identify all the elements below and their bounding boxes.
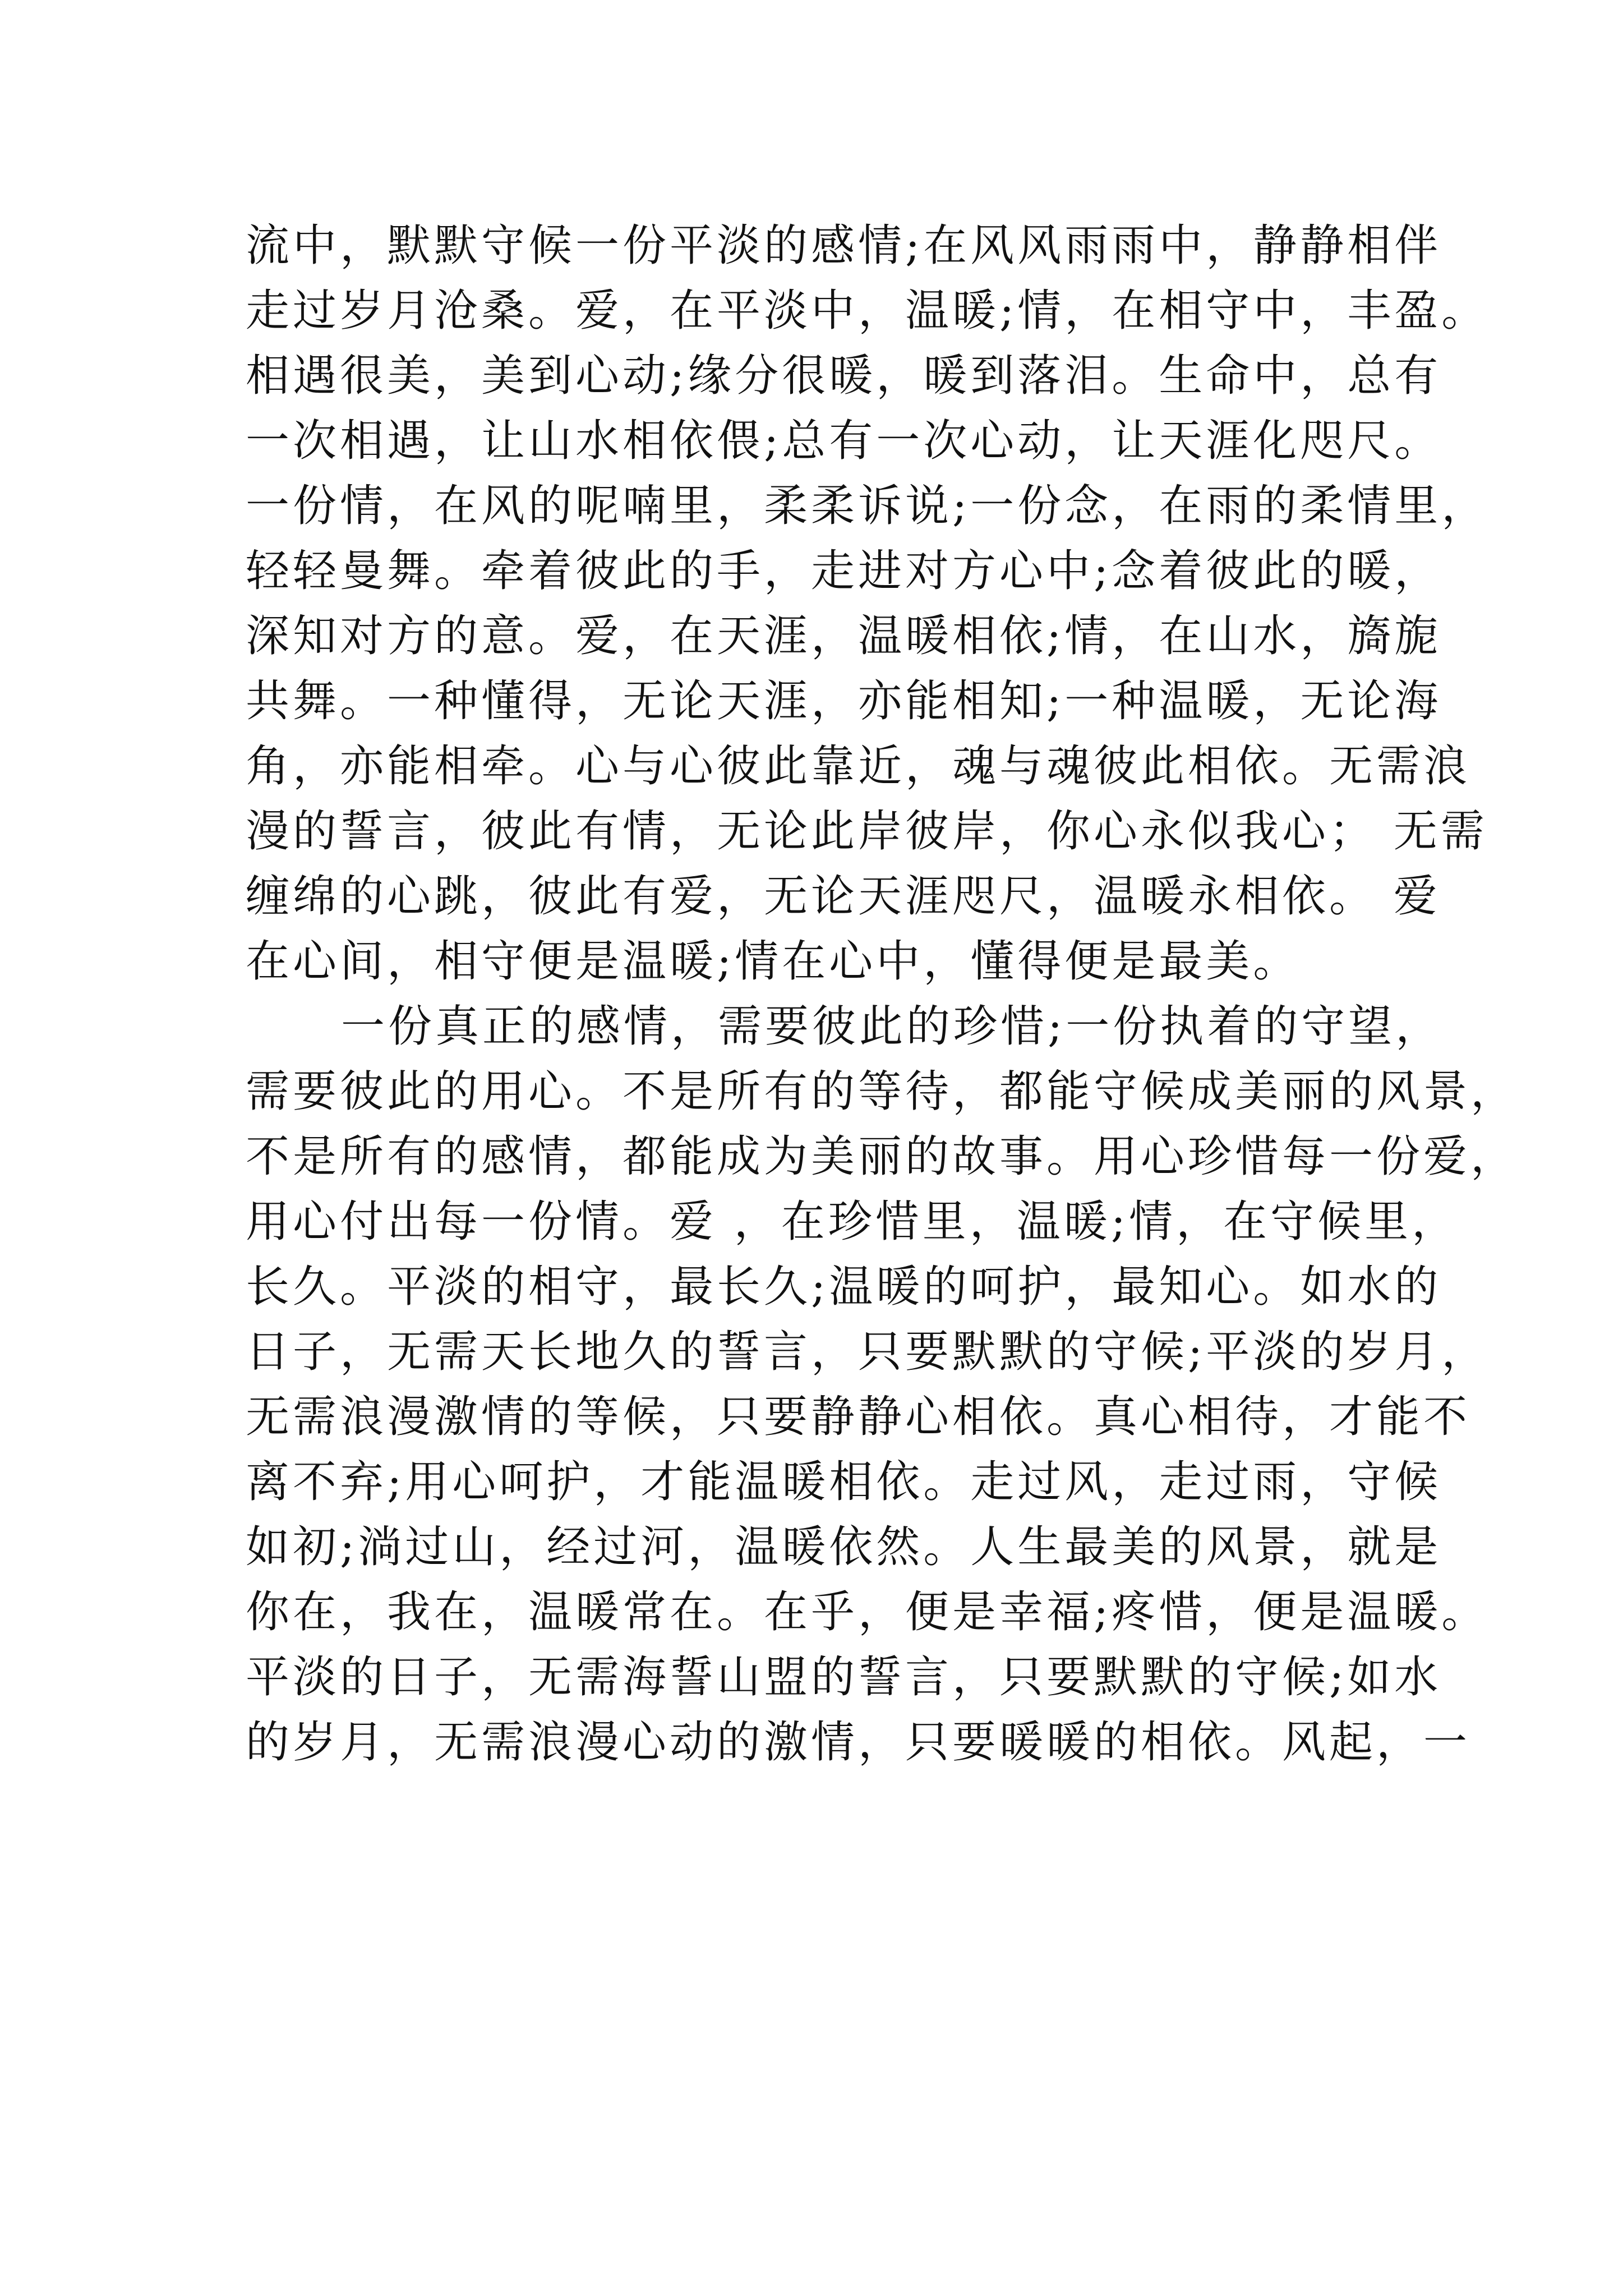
text-line: 离不弃;用心呵护，才能温暖相依。走过风，走过雨，守候: [246, 1457, 1442, 1507]
text-line: 一次相遇，让山水相依偎;总有一次心动，让天涯化咫尺。: [246, 416, 1442, 466]
text-line: 一份情，在风的呢喃里，柔柔诉说;一份念，在雨的柔情里，: [246, 481, 1489, 531]
text-line: 需要彼此的用心。不是所有的等待，都能守候成美丽的风景，: [246, 1066, 1518, 1117]
text-line: 用心付出每一份情。爱 ，在珍惜里，温暖;情，在守候里，: [246, 1197, 1459, 1247]
text-line: 日子，无需天长地久的誓言，只要默默的守候;平淡的岁月，: [246, 1327, 1489, 1377]
text-line: 走过岁月沧桑。爱，在平淡中，温暖;情，在相守中，丰盈。: [246, 286, 1489, 336]
text-line: 流中，默默守候一份平淡的感情;在风风雨雨中，静静相伴: [246, 220, 1442, 271]
body-text: [246, 213, 1518, 1775]
text-line: 相遇很美，美到心动;缘分很暖，暖到落泪。生命中，总有: [246, 351, 1442, 401]
text-line: 角，亦能相牵。心与心彼此靠近，魂与魂彼此相依。无需浪: [246, 741, 1471, 792]
text-line: 漫的誓言，彼此有情，无论此岸彼岸，你心永似我心； 无需: [246, 806, 1488, 857]
paragraph-first-line: 一份真正的感情，需要彼此的珍惜;一份执着的守望，: [341, 1001, 1443, 1052]
text-line: 在心间，相守便是温暖;情在心中，懂得便是最美。: [246, 936, 1301, 987]
text-line: 无需浪漫激情的等候，只要静静心相依。真心相待，才能不: [246, 1392, 1471, 1442]
text-line: 的岁月，无需浪漫心动的激情，只要暖暖的相依。风起，一: [246, 1717, 1471, 1768]
text-line: 如初;淌过山，经过河，温暖依然。人生最美的风景，就是: [246, 1522, 1442, 1572]
text-line: 轻轻曼舞。牵着彼此的手，走进对方心中;念着彼此的暖，: [246, 546, 1442, 596]
text-line: 共舞。一种懂得，无论天涯，亦能相知;一种温暖，无论海: [246, 676, 1442, 726]
text-line: 你在，我在，温暖常在。在乎，便是幸福;疼惜，便是温暖。: [246, 1587, 1489, 1637]
text-line: 缠绵的心跳，彼此有爱，无论天涯咫尺，温暖永相依。 爱: [246, 871, 1441, 922]
text-line: 平淡的日子，无需海誓山盟的誓言，只要默默的守候;如水: [246, 1652, 1442, 1703]
text-line: 长久。平淡的相守，最长久;温暖的呵护，最知心。如水的: [246, 1262, 1442, 1312]
text-line: 不是所有的感情，都能成为美丽的故事。用心珍惜每一份爱，: [246, 1131, 1518, 1182]
text-line: 深知对方的意。爱，在天涯，温暖相依;情，在山水，旖旎: [246, 611, 1442, 661]
